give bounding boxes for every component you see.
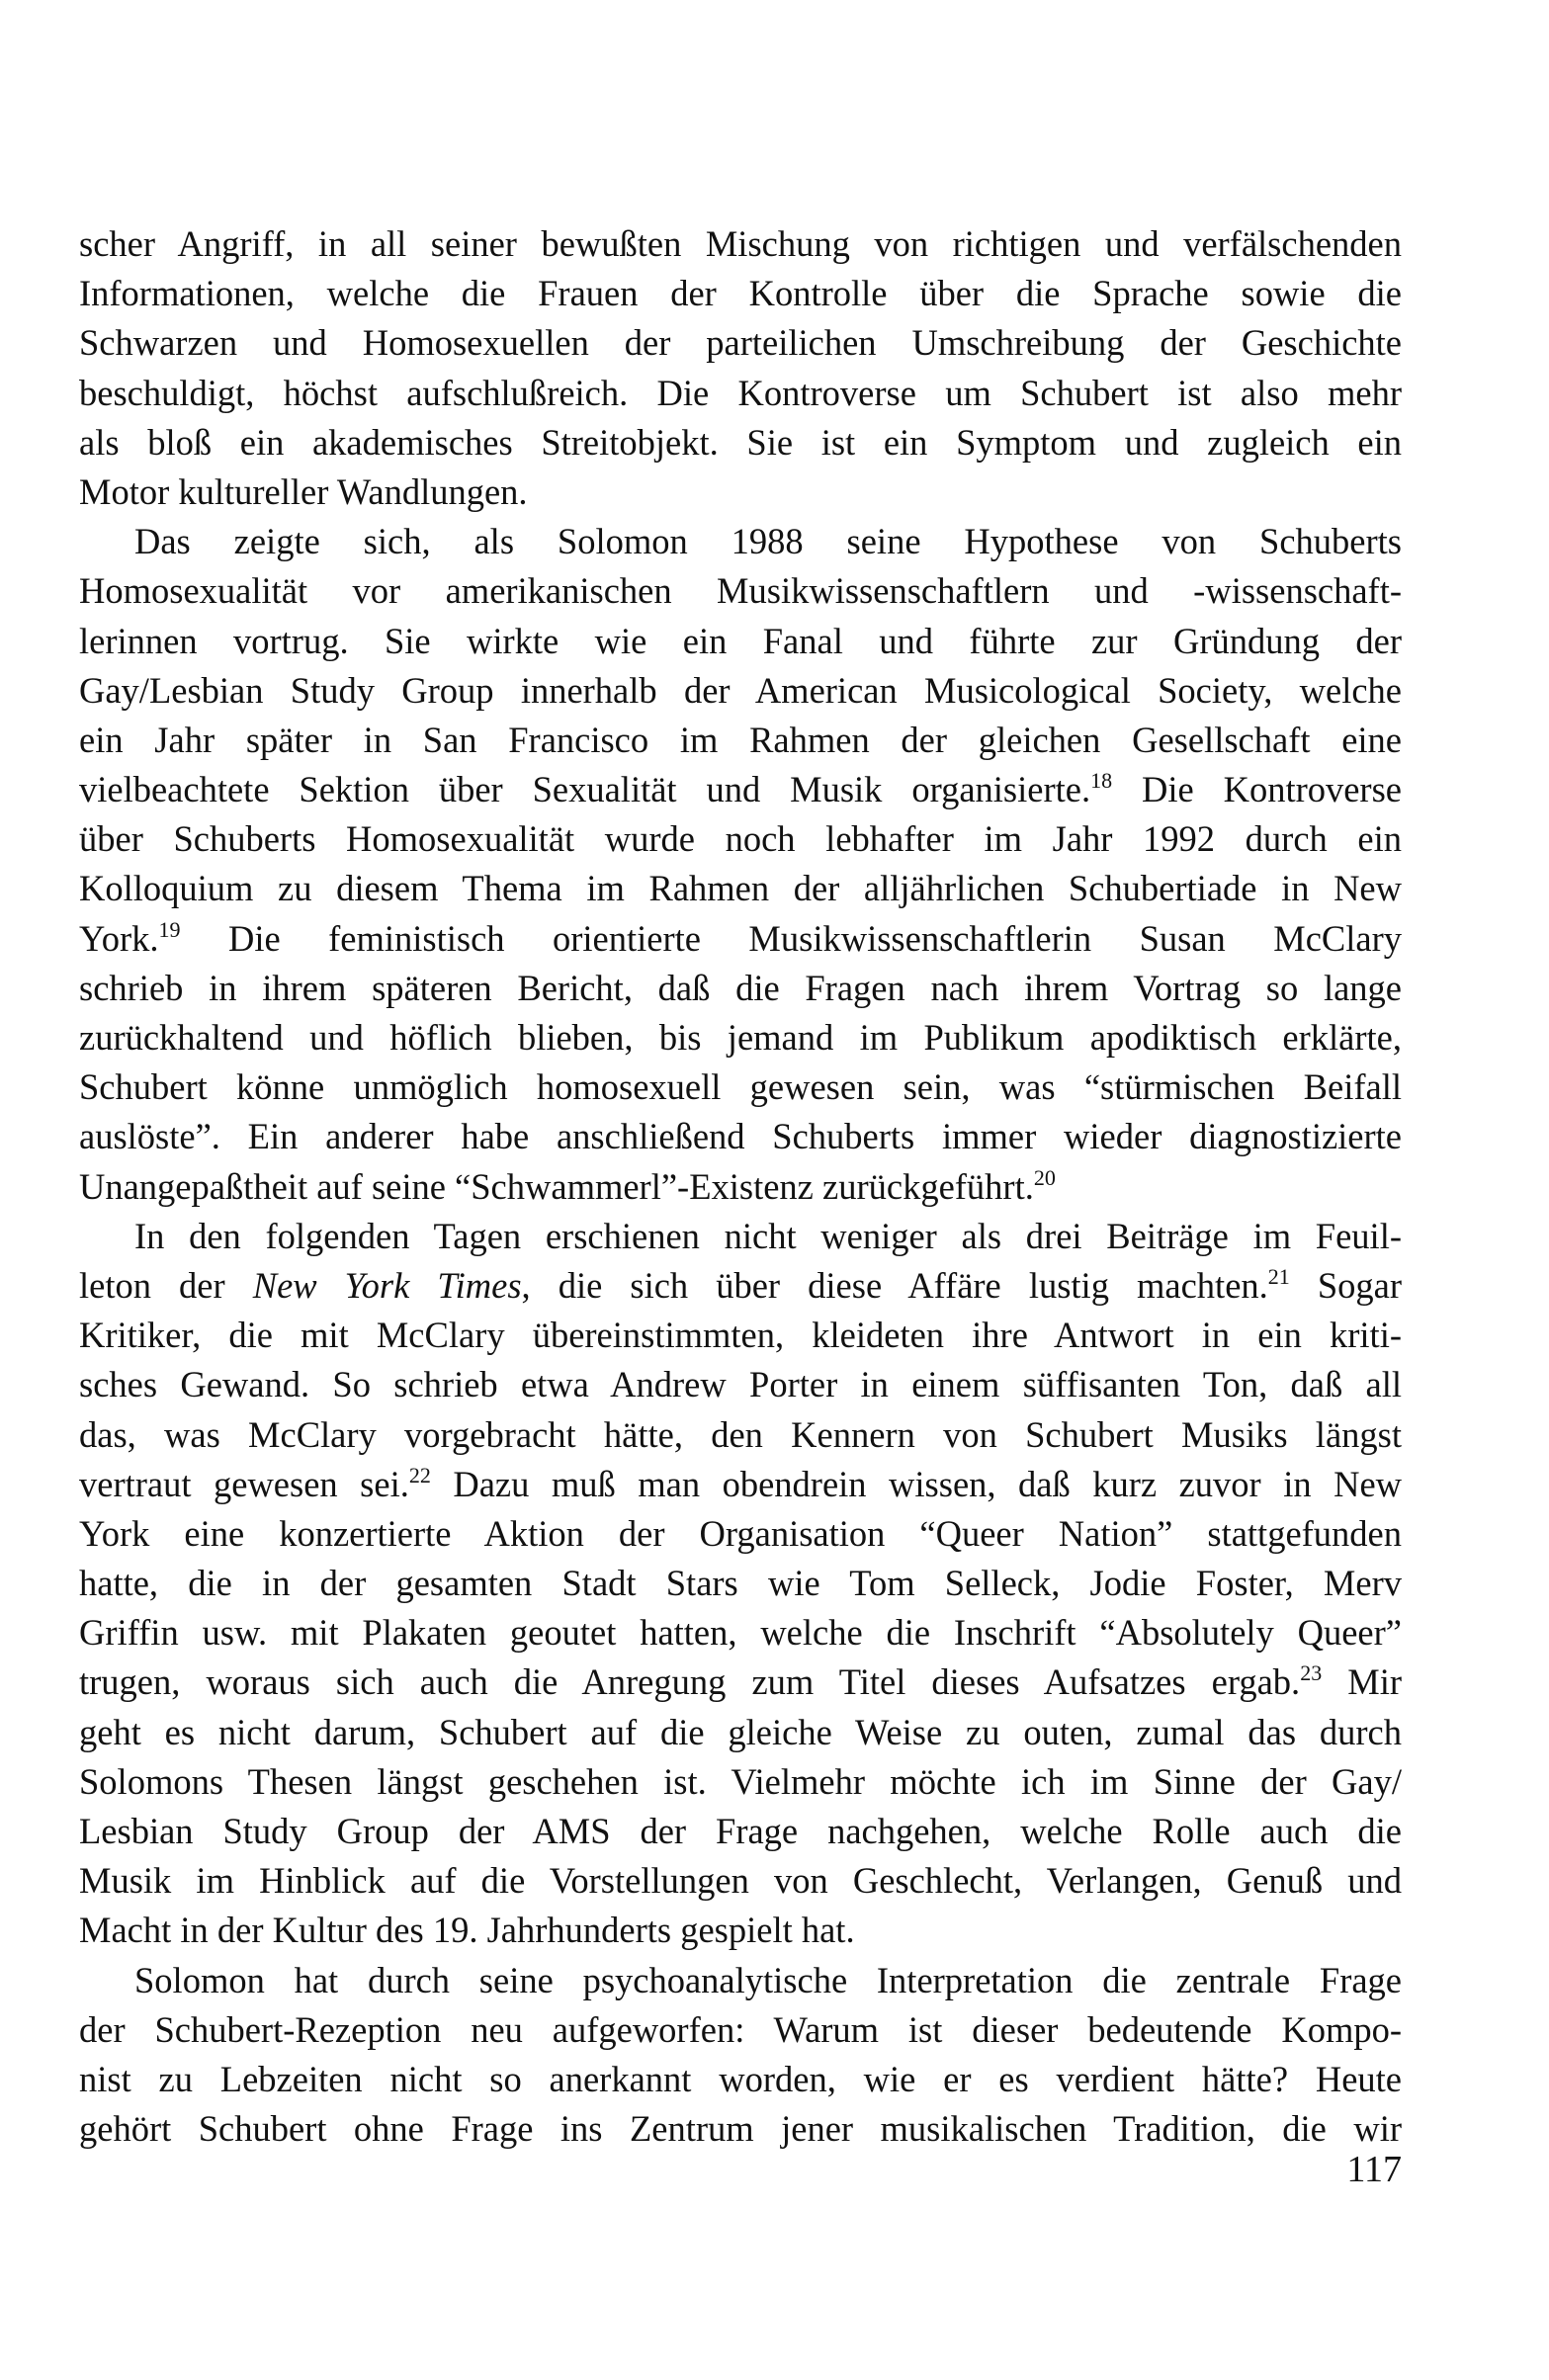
text-line: Kritiker, die mit McClary übereinstimmten, kleideten ihre Antwort in ein kriti- <box>79 1315 1402 1356</box>
text-line: Griffin usw. mit Plakaten geoutet hatten, welche die Inschrift “Absolutely Queer” <box>79 1612 1402 1654</box>
text-line: beschuldigt, höchst aufschlußreich. Die Kontroverse um Schubert ist also mehr <box>79 372 1402 413</box>
footnote-marker: 20 <box>1033 1164 1056 1190</box>
footnote-marker: 23 <box>1300 1660 1323 1686</box>
text-line <box>79 914 1402 964</box>
footnote-marker: 21 <box>1267 1263 1290 1289</box>
text-line: lerinnen vortrug. Sie wirkte wie ein Fanal und führte zur Gründung der <box>79 620 1402 661</box>
italic-title: New York Times <box>252 1264 522 1306</box>
text-segment: Dazu muß man obendrein wissen, daß kurz zuvor in New <box>430 1463 1403 1504</box>
footnote-marker: 18 <box>1090 768 1113 794</box>
text-line: Kolloquium zu diesem Thema im Rahmen der alljährlichen Schubertiade in New <box>79 868 1402 909</box>
text-segment: York. <box>79 917 159 959</box>
text-line: nist zu Lebzeiten nicht so anerkannt worden, wie er es verdient hätte? Heute <box>79 2058 1402 2099</box>
text-segment: Die feministisch orientierte Musikwissenschaftlerin Susan McClary <box>180 917 1402 959</box>
text-line: auslöste”. Ein anderer habe anschließend Schuberts immer wieder diagnostizierte <box>79 1116 1402 1157</box>
text-line: ein Jahr später in San Francisco im Rahmen der gleichen Gesellschaft eine <box>79 719 1402 760</box>
text-line: über Schuberts Homosexualität wurde noch lebhafter im Jahr 1992 durch ein <box>79 818 1402 860</box>
text-line: sches Gewand. So schrieb etwa Andrew Porter in einem süffisanten Ton, daß all <box>79 1364 1402 1405</box>
text-segment: trugen, woraus sich auch die Anregung zum Titel dieses Aufsatzes ergab. <box>79 1661 1301 1703</box>
text-line: der Schubert-Rezeption neu aufgeworfen: Warum ist dieser bedeutende Kompo- <box>79 2008 1402 2050</box>
text-segment: leton der <box>79 1264 253 1306</box>
text-segment: , die sich über diese Affäre lustig machten. <box>521 1264 1268 1306</box>
text-line <box>79 765 1402 814</box>
footnote-marker: 19 <box>158 916 181 942</box>
text-line: Das zeigte sich, als Solomon 1988 seine Hypothese von Schuberts <box>134 521 1402 562</box>
text-line: Gay/Lesbian Study Group innerhalb der American Musicological Society, welche <box>79 669 1402 711</box>
text-line: hatte, die in der gesamten Stadt Stars wie Tom Selleck, Jodie Foster, Merv <box>79 1563 1402 1604</box>
text-segment: Sogar <box>1289 1264 1402 1306</box>
text-line: Informationen, welche die Frauen der Kontrolle über die Sprache sowie die <box>79 273 1402 314</box>
footnote-marker: 22 <box>408 1462 431 1488</box>
text-line: schrieb in ihrem späteren Bericht, daß die Fragen nach ihrem Vortrag so lange <box>79 967 1402 1008</box>
text-line: zurückhaltend und höflich blieben, bis jemand im Publikum apodiktisch erklärte, <box>79 1017 1402 1058</box>
text-segment: vertraut gewesen sei. <box>79 1463 409 1504</box>
text-segment: Die Kontroverse <box>1112 769 1402 810</box>
text-line: Lesbian Study Group der AMS der Frage nachgehen, welche Rolle auch die <box>79 1811 1402 1851</box>
text-line: Solomon hat durch seine psychoanalytische Interpretation die zentrale Frage <box>134 1959 1402 2000</box>
text-line: Musik im Hinblick auf die Vorstellungen von Geschlecht, Verlangen, Genuß und <box>79 1860 1402 1902</box>
text-line: Schubert könne unmöglich homosexuell gewesen sein, was “stürmischen Beifall <box>79 1066 1402 1108</box>
text-line: York eine konzertierte Aktion der Organisation “Queer Nation” stattgefunden <box>79 1512 1402 1554</box>
text-line <box>79 1261 1402 1311</box>
text-line: gehört Schubert ohne Frage ins Zentrum jener musikalischen Tradition, die wir <box>79 2108 1402 2150</box>
text-line: Homosexualität vor amerikanischen Musikwissenschaftlern und -wissenschaft- <box>79 570 1402 612</box>
text-line: Schwarzen und Homosexuellen der parteilichen Umschreibung der Geschichte <box>79 322 1402 364</box>
text-line: Macht in der Kultur des 19. Jahrhunderts gespielt hat. <box>79 1910 855 1951</box>
text-line <box>79 1162 1402 1212</box>
page-number: 117 <box>1346 2149 1402 2190</box>
text-segment: Mir <box>1322 1661 1403 1703</box>
text-line: Solomons Thesen längst geschehen ist. Vielmehr möchte ich im Sinne der Gay/ <box>79 1760 1402 1802</box>
text-line: Motor kultureller Wandlungen. <box>79 470 528 512</box>
text-line <box>79 1460 1402 1509</box>
text-segment: Unangepaßtheit auf seine “Schwammerl”-Existenz zurückgeführt. <box>79 1165 1034 1207</box>
text-line: In den folgenden Tagen erschienen nicht weniger als drei Beiträge im Feuil- <box>134 1215 1402 1256</box>
text-line: geht es nicht darum, Schubert auf die gleiche Weise zu outen, zumal das durch <box>79 1711 1402 1752</box>
body-text <box>79 219 1402 2154</box>
text-line: als bloß ein akademisches Streitobjekt. Sie ist ein Symptom und zugleich ein <box>79 421 1402 463</box>
text-line: scher Angriff, in all seiner bewußten Mischung von richtigen und verfälschenden <box>79 223 1402 264</box>
text-line: das, was McClary vorgebracht hätte, den Kennern von Schubert Musiks längst <box>79 1413 1402 1455</box>
text-line <box>79 1658 1402 1707</box>
text-segment: vielbeachtete Sektion über Sexualität und Musik organisierte. <box>79 769 1091 810</box>
